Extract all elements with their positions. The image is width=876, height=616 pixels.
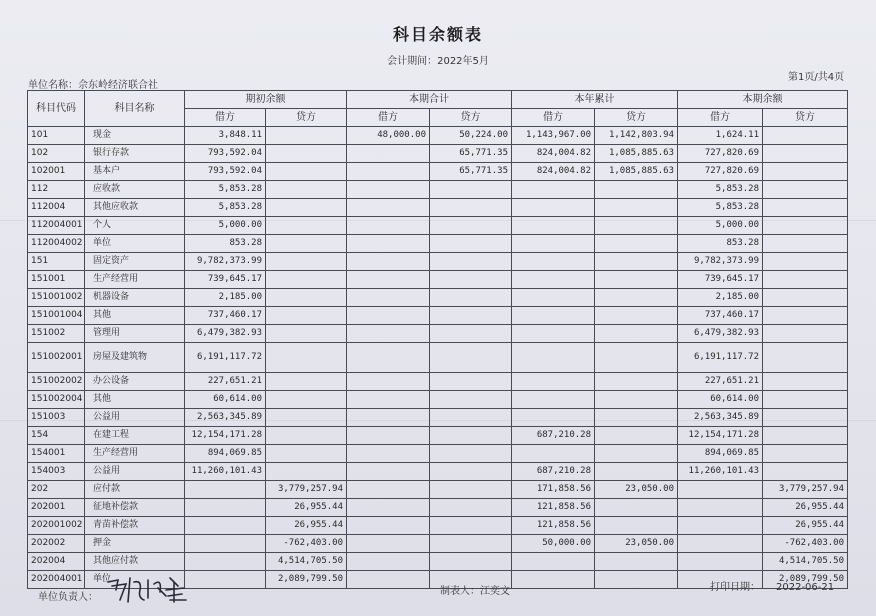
account-name: 银行存款 <box>85 145 185 163</box>
credit-cell <box>763 199 848 217</box>
credit-cell <box>763 271 848 289</box>
credit-cell <box>595 271 678 289</box>
table-row <box>28 307 848 325</box>
credit-cell <box>430 445 512 463</box>
credit-cell: 23,050.00 <box>595 481 678 499</box>
debit-cell: 824,004.82 <box>512 145 595 163</box>
credit-cell <box>763 427 848 445</box>
credit-cell <box>266 373 347 391</box>
credit-cell <box>266 217 347 235</box>
credit-cell <box>430 391 512 409</box>
credit-cell <box>595 235 678 253</box>
debit-cell: 739,645.17 <box>185 271 266 289</box>
debit-cell <box>347 391 430 409</box>
table-row <box>28 553 848 571</box>
account-code: 202004 <box>28 553 85 571</box>
credit-cell <box>266 127 347 145</box>
debit-cell: 5,000.00 <box>185 217 266 235</box>
credit-cell <box>430 235 512 253</box>
credit-cell <box>763 343 848 373</box>
debit-cell: 737,460.17 <box>678 307 763 325</box>
account-name: 应收款 <box>85 181 185 199</box>
credit-cell: 26,955.44 <box>763 517 848 535</box>
debit-cell: 6,191,117.72 <box>185 343 266 373</box>
credit-cell <box>763 181 848 199</box>
credit-cell <box>266 325 347 343</box>
header-credit: 贷方 <box>430 109 512 127</box>
credit-cell <box>595 325 678 343</box>
credit-cell <box>595 289 678 307</box>
credit-cell <box>430 307 512 325</box>
debit-cell: 9,782,373.99 <box>678 253 763 271</box>
debit-cell <box>347 481 430 499</box>
signature <box>104 574 224 606</box>
debit-cell: 687,210.28 <box>512 463 595 481</box>
credit-cell: 26,955.44 <box>763 499 848 517</box>
credit-cell <box>595 391 678 409</box>
debit-cell <box>347 307 430 325</box>
account-code: 202 <box>28 481 85 499</box>
debit-cell: 5,000.00 <box>678 217 763 235</box>
credit-cell <box>595 463 678 481</box>
header-credit: 贷方 <box>763 109 848 127</box>
account-code: 154003 <box>28 463 85 481</box>
debit-cell: 793,592.04 <box>185 145 266 163</box>
table-row <box>28 343 848 373</box>
debit-cell: 2,185.00 <box>185 289 266 307</box>
debit-cell: 727,820.69 <box>678 145 763 163</box>
account-name: 应付款 <box>85 481 185 499</box>
account-code: 112004001 <box>28 217 85 235</box>
credit-cell <box>595 517 678 535</box>
account-code: 112 <box>28 181 85 199</box>
credit-cell <box>763 163 848 181</box>
account-code: 151002001 <box>28 343 85 373</box>
account-name: 现金 <box>85 127 185 145</box>
debit-cell <box>678 499 763 517</box>
credit-cell: 3,779,257.94 <box>266 481 347 499</box>
debit-cell <box>512 325 595 343</box>
credit-cell <box>763 445 848 463</box>
credit-cell <box>430 463 512 481</box>
debit-cell: 5,853.28 <box>678 199 763 217</box>
credit-cell <box>266 181 347 199</box>
debit-cell: 171,858.56 <box>512 481 595 499</box>
credit-cell <box>266 409 347 427</box>
table-row <box>28 145 848 163</box>
header-credit: 贷方 <box>266 109 347 127</box>
credit-cell <box>763 289 848 307</box>
credit-cell <box>266 427 347 445</box>
credit-cell <box>595 409 678 427</box>
header-current: 本期合计 <box>347 91 512 109</box>
credit-cell <box>430 343 512 373</box>
account-code: 151001 <box>28 271 85 289</box>
debit-cell <box>185 481 266 499</box>
credit-cell <box>763 217 848 235</box>
credit-cell: 23,050.00 <box>595 535 678 553</box>
page-number: 第1页/共4页 <box>788 72 845 83</box>
credit-cell: 2,089,799.50 <box>266 571 347 589</box>
credit-cell: 65,771.35 <box>430 163 512 181</box>
debit-cell: 60,614.00 <box>185 391 266 409</box>
table-row <box>28 481 848 499</box>
balance-table <box>27 90 848 589</box>
debit-cell <box>347 271 430 289</box>
debit-cell <box>347 463 430 481</box>
credit-cell <box>430 181 512 199</box>
account-name: 单位 <box>85 235 185 253</box>
debit-cell <box>512 409 595 427</box>
debit-cell: 853.28 <box>678 235 763 253</box>
debit-cell <box>347 145 430 163</box>
table-row <box>28 463 848 481</box>
debit-cell <box>512 271 595 289</box>
debit-cell <box>512 445 595 463</box>
credit-cell <box>266 163 347 181</box>
account-name: 其他应收款 <box>85 199 185 217</box>
debit-cell: 9,782,373.99 <box>185 253 266 271</box>
debit-cell <box>512 307 595 325</box>
debit-cell <box>347 217 430 235</box>
debit-cell: 1,143,967.00 <box>512 127 595 145</box>
table-row <box>28 427 848 445</box>
debit-cell: 687,210.28 <box>512 427 595 445</box>
header-closing: 本期余额 <box>678 91 848 109</box>
credit-cell <box>763 127 848 145</box>
credit-cell <box>595 373 678 391</box>
print-date <box>710 578 834 593</box>
table-row <box>28 373 848 391</box>
debit-cell <box>512 199 595 217</box>
account-code: 151002002 <box>28 373 85 391</box>
account-code: 151002004 <box>28 391 85 409</box>
debit-cell <box>678 517 763 535</box>
debit-cell: 12,154,171.28 <box>678 427 763 445</box>
credit-cell <box>763 235 848 253</box>
debit-cell <box>512 343 595 373</box>
debit-cell <box>512 217 595 235</box>
account-name: 征地补偿款 <box>85 499 185 517</box>
table-row <box>28 535 848 553</box>
debit-cell: 6,191,117.72 <box>678 343 763 373</box>
debit-cell: 11,260,101.43 <box>185 463 266 481</box>
debit-cell: 853.28 <box>185 235 266 253</box>
debit-cell <box>347 325 430 343</box>
credit-cell <box>266 307 347 325</box>
credit-cell <box>430 427 512 445</box>
table-body <box>28 127 848 589</box>
credit-cell <box>430 517 512 535</box>
credit-cell <box>763 307 848 325</box>
credit-cell: 26,955.44 <box>266 499 347 517</box>
credit-cell: 26,955.44 <box>266 517 347 535</box>
debit-cell <box>347 409 430 427</box>
debit-cell <box>512 235 595 253</box>
credit-cell <box>430 553 512 571</box>
credit-cell: 3,779,257.94 <box>763 481 848 499</box>
credit-cell <box>595 217 678 235</box>
account-name: 其他 <box>85 391 185 409</box>
debit-cell <box>512 289 595 307</box>
account-code: 112004 <box>28 199 85 217</box>
debit-cell: 793,592.04 <box>185 163 266 181</box>
debit-cell: 60,614.00 <box>678 391 763 409</box>
account-code: 202004001 <box>28 571 85 589</box>
credit-cell <box>266 145 347 163</box>
credit-cell <box>595 427 678 445</box>
table-row <box>28 517 848 535</box>
credit-cell <box>763 373 848 391</box>
debit-cell <box>347 499 430 517</box>
debit-cell: 3,848.11 <box>185 127 266 145</box>
account-code: 154 <box>28 427 85 445</box>
debit-cell: 727,820.69 <box>678 163 763 181</box>
debit-cell: 121,858.56 <box>512 499 595 517</box>
credit-cell <box>595 499 678 517</box>
account-name: 公益用 <box>85 463 185 481</box>
credit-cell: 65,771.35 <box>430 145 512 163</box>
credit-cell <box>595 181 678 199</box>
debit-cell: 894,069.85 <box>185 445 266 463</box>
table-row <box>28 199 848 217</box>
debit-cell: 2,185.00 <box>678 289 763 307</box>
debit-cell <box>347 199 430 217</box>
table-row <box>28 127 848 145</box>
account-name: 办公设备 <box>85 373 185 391</box>
credit-cell <box>266 445 347 463</box>
responsible-label: 单位负责人： <box>38 592 98 603</box>
debit-cell <box>347 517 430 535</box>
debit-cell <box>347 163 430 181</box>
account-name: 单位 <box>85 571 185 589</box>
debit-cell: 737,460.17 <box>185 307 266 325</box>
credit-cell <box>595 253 678 271</box>
credit-cell: -762,403.00 <box>763 535 848 553</box>
unit-name: 单位名称：佘东岭经济联合社 <box>28 80 158 91</box>
debit-cell <box>347 427 430 445</box>
debit-cell: 121,858.56 <box>512 517 595 535</box>
account-name: 青苗补偿款 <box>85 517 185 535</box>
debit-cell <box>512 553 595 571</box>
account-code: 151002 <box>28 325 85 343</box>
account-code: 151 <box>28 253 85 271</box>
debit-cell <box>512 571 595 589</box>
credit-cell: 4,514,705.50 <box>266 553 347 571</box>
table-row <box>28 499 848 517</box>
debit-cell <box>678 553 763 571</box>
table-row <box>28 445 848 463</box>
debit-cell <box>185 535 266 553</box>
credit-cell <box>266 343 347 373</box>
credit-cell <box>430 199 512 217</box>
credit-cell <box>763 253 848 271</box>
account-name: 在建工程 <box>85 427 185 445</box>
account-code: 202001 <box>28 499 85 517</box>
account-code: 102 <box>28 145 85 163</box>
debit-cell <box>512 373 595 391</box>
debit-cell: 1,624.11 <box>678 127 763 145</box>
credit-cell <box>266 199 347 217</box>
table-row <box>28 253 848 271</box>
debit-cell <box>347 181 430 199</box>
print-date-value: 2022-06-21 <box>776 582 835 593</box>
debit-cell <box>512 391 595 409</box>
debit-cell <box>347 253 430 271</box>
credit-cell <box>430 535 512 553</box>
header-debit: 借方 <box>347 109 430 127</box>
credit-cell <box>595 445 678 463</box>
credit-cell <box>266 289 347 307</box>
account-code: 151003 <box>28 409 85 427</box>
debit-cell <box>185 517 266 535</box>
debit-cell: 11,260,101.43 <box>678 463 763 481</box>
debit-cell <box>347 571 430 589</box>
table-row <box>28 271 848 289</box>
account-code: 112004002 <box>28 235 85 253</box>
document-title: 科目余额表 <box>392 25 483 44</box>
credit-cell: 2,089,799.50 <box>763 571 848 589</box>
debit-cell: 6,479,382.93 <box>185 325 266 343</box>
credit-cell: 1,142,803.94 <box>595 127 678 145</box>
debit-cell <box>347 235 430 253</box>
debit-cell: 2,563,345.89 <box>185 409 266 427</box>
debit-cell <box>185 499 266 517</box>
account-name: 固定资产 <box>85 253 185 271</box>
debit-cell <box>185 553 266 571</box>
debit-cell: 5,853.28 <box>185 199 266 217</box>
credit-cell <box>763 463 848 481</box>
credit-cell <box>430 325 512 343</box>
header-ytd: 本年累计 <box>512 91 678 109</box>
credit-cell: 4,514,705.50 <box>763 553 848 571</box>
header-opening: 期初余额 <box>185 91 347 109</box>
table-row <box>28 409 848 427</box>
debit-cell: 48,000.00 <box>347 127 430 145</box>
account-code: 101 <box>28 127 85 145</box>
debit-cell: 824,004.82 <box>512 163 595 181</box>
credit-cell <box>266 253 347 271</box>
credit-cell <box>595 343 678 373</box>
debit-cell <box>512 181 595 199</box>
account-name: 管理用 <box>85 325 185 343</box>
table-row <box>28 391 848 409</box>
account-name: 其他 <box>85 307 185 325</box>
credit-cell <box>430 409 512 427</box>
table-row <box>28 181 848 199</box>
credit-cell <box>595 307 678 325</box>
account-code: 151001004 <box>28 307 85 325</box>
account-code: 102001 <box>28 163 85 181</box>
debit-cell: 5,853.28 <box>678 181 763 199</box>
table-row <box>28 163 848 181</box>
debit-cell <box>678 535 763 553</box>
credit-cell <box>430 253 512 271</box>
header-row-top <box>28 91 848 109</box>
credit-cell <box>266 235 347 253</box>
account-name: 个人 <box>85 217 185 235</box>
credit-cell <box>430 271 512 289</box>
credit-cell <box>763 409 848 427</box>
debit-cell: 6,479,382.93 <box>678 325 763 343</box>
account-name: 公益用 <box>85 409 185 427</box>
table-row <box>28 325 848 343</box>
debit-cell <box>347 343 430 373</box>
header-code: 科目代码 <box>28 91 85 127</box>
account-name: 押金 <box>85 535 185 553</box>
credit-cell <box>763 325 848 343</box>
table-maker: 制表人：江奕文 <box>440 586 510 597</box>
table-row <box>28 289 848 307</box>
credit-cell <box>430 481 512 499</box>
account-name: 其他应付款 <box>85 553 185 571</box>
header-debit: 借方 <box>185 109 266 127</box>
debit-cell <box>347 553 430 571</box>
accounting-period: 会计期间：2022年5月 <box>387 56 489 67</box>
debit-cell: 50,000.00 <box>512 535 595 553</box>
credit-cell <box>266 463 347 481</box>
account-name: 房屋及建筑物 <box>85 343 185 373</box>
print-date-label: 打印日期： <box>710 582 760 593</box>
credit-cell <box>430 217 512 235</box>
debit-cell <box>678 481 763 499</box>
header-name: 科目名称 <box>85 91 185 127</box>
credit-cell <box>595 553 678 571</box>
debit-cell <box>512 253 595 271</box>
header-credit: 贷方 <box>595 109 678 127</box>
credit-cell: 1,085,885.63 <box>595 163 678 181</box>
table-row <box>28 235 848 253</box>
debit-cell: 227,651.21 <box>678 373 763 391</box>
header-debit: 借方 <box>512 109 595 127</box>
account-code: 151001002 <box>28 289 85 307</box>
debit-cell: 5,853.28 <box>185 181 266 199</box>
debit-cell <box>347 289 430 307</box>
debit-cell <box>347 373 430 391</box>
table-row <box>28 217 848 235</box>
credit-cell <box>430 499 512 517</box>
header-debit: 借方 <box>678 109 763 127</box>
debit-cell: 739,645.17 <box>678 271 763 289</box>
credit-cell <box>595 571 678 589</box>
debit-cell: 12,154,171.28 <box>185 427 266 445</box>
credit-cell <box>430 373 512 391</box>
account-name: 生产经营用 <box>85 271 185 289</box>
account-code: 154001 <box>28 445 85 463</box>
debit-cell: 2,563,345.89 <box>678 409 763 427</box>
credit-cell: 1,085,885.63 <box>595 145 678 163</box>
credit-cell <box>266 391 347 409</box>
credit-cell: 50,224.00 <box>430 127 512 145</box>
account-code: 202001002 <box>28 517 85 535</box>
debit-cell: 894,069.85 <box>678 445 763 463</box>
debit-cell: 227,651.21 <box>185 373 266 391</box>
credit-cell <box>763 391 848 409</box>
credit-cell <box>763 145 848 163</box>
debit-cell <box>347 535 430 553</box>
account-code: 202002 <box>28 535 85 553</box>
credit-cell <box>430 289 512 307</box>
debit-cell <box>347 445 430 463</box>
credit-cell <box>266 271 347 289</box>
credit-cell <box>595 199 678 217</box>
account-name: 机器设备 <box>85 289 185 307</box>
account-name: 生产经营用 <box>85 445 185 463</box>
account-name: 基本户 <box>85 163 185 181</box>
credit-cell: -762,403.00 <box>266 535 347 553</box>
